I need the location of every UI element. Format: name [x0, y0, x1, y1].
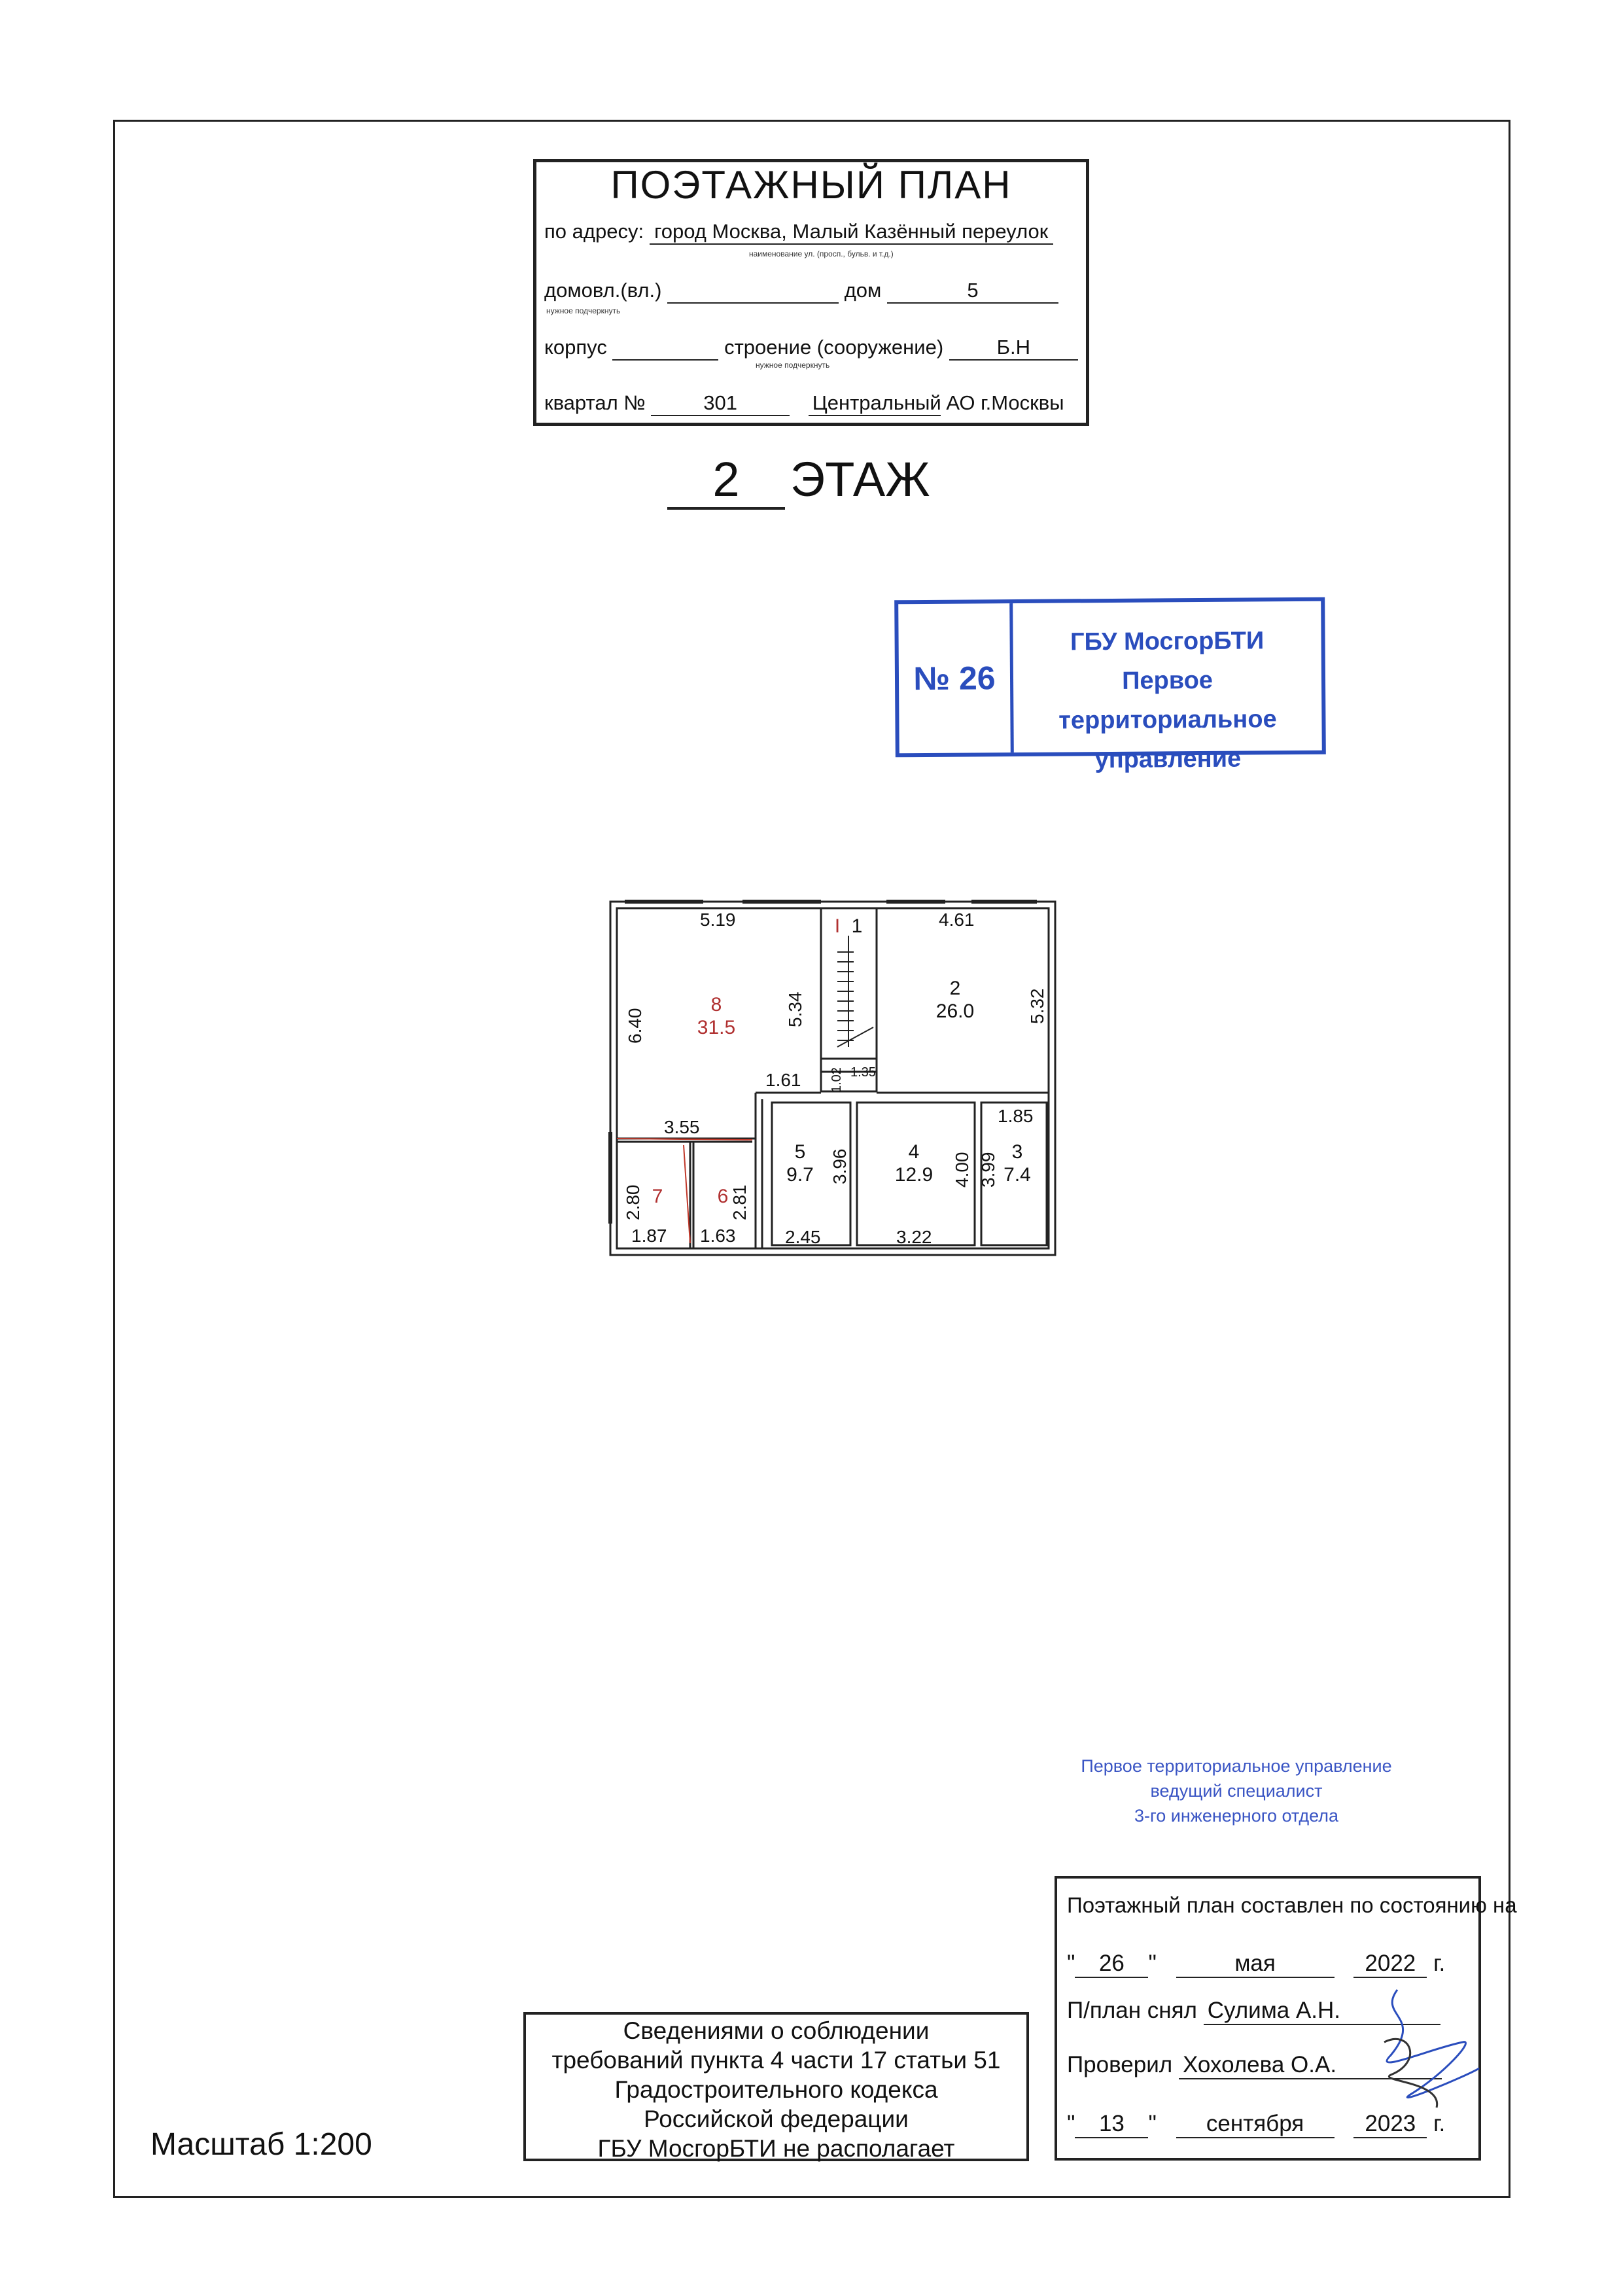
compliance-line: Сведениями о соблюдении [623, 2017, 930, 2044]
room-number: I [834, 915, 841, 937]
stamp-number: № 26 [898, 603, 1014, 753]
domovl-hint: нужное подчеркнуть [546, 306, 621, 315]
checked-label: Проверил [1067, 2052, 1173, 2077]
kvartal-label: квартал № [544, 391, 646, 414]
okrug-suffix: АО г.Москвы [946, 391, 1064, 414]
compliance-line: Градостроительного кодекса [614, 2076, 938, 2103]
dim: 5.32 [1027, 988, 1047, 1024]
dim: 3.99 [978, 1152, 998, 1188]
month2: сентября [1176, 2111, 1335, 2138]
domovl-value [667, 279, 839, 304]
dom-value: 5 [887, 279, 1058, 304]
address-line [544, 220, 1078, 245]
state-heading: Поэтажный план составлен по состоянию на [1067, 1893, 1517, 1917]
dim: 2.45 [785, 1227, 821, 1247]
room-number: 4 [908, 1141, 920, 1163]
room-number: 6 [717, 1186, 729, 1207]
year-suffix: г. [1433, 1951, 1446, 1976]
domovl-line [544, 279, 1078, 304]
room-area: 1 [851, 915, 863, 937]
dim: 4.61 [939, 910, 975, 930]
compliance-line: ГБУ МосгорБТИ не располагает [597, 2135, 955, 2162]
room-number: 7 [652, 1186, 663, 1207]
room-area: 31.5 [697, 1017, 736, 1038]
state-date-2: " 13 " сентября 2023 г. [1067, 2111, 1469, 2138]
wall-8-5 [756, 1093, 762, 1248]
dim: 1.87 [631, 1226, 667, 1246]
room-area: 12.9 [894, 1164, 934, 1186]
address-value: город Москва, Малый Казённый переулок [650, 220, 1053, 245]
windows [610, 902, 1037, 1224]
dim: 2.80 [623, 1184, 643, 1220]
dim: 1.35 [850, 1065, 876, 1080]
stamp-line1: ГБУ МосгорБТИ [1070, 627, 1265, 656]
stroenie-value: Б.Н [949, 336, 1078, 361]
stamp-line3: управление [1094, 745, 1242, 774]
blue-note-line2: ведущий специалист [1150, 1781, 1323, 1801]
dim: 1.02 [829, 1067, 844, 1093]
korpus-value [612, 336, 718, 361]
korpus-label: корпус [544, 336, 607, 359]
state-date-1: " 26 " мая 2022 г. [1067, 1951, 1469, 1978]
floor-label: ЭТАЖ [790, 452, 930, 506]
dom-label: дом [844, 279, 882, 302]
room-number: 8 [710, 994, 722, 1016]
dim: 2.81 [729, 1184, 750, 1220]
room-number: 3 [1011, 1141, 1023, 1163]
address-label: по адресу: [544, 220, 644, 243]
kvartal-line [544, 391, 1078, 416]
room-area: 7.4 [1003, 1164, 1031, 1186]
kvartal-value: 301 [651, 391, 790, 416]
state-box [1055, 1876, 1517, 2161]
korpus-line [544, 336, 1078, 361]
stamp-org [1013, 621, 1322, 780]
blue-note [1047, 1754, 1426, 1828]
blue-note-line1: Первое территориальное управление [1081, 1756, 1392, 1776]
dim: 3.22 [896, 1227, 932, 1247]
taken-label: П/план снял [1067, 1998, 1197, 2023]
dim: 3.55 [664, 1117, 700, 1137]
day1: 26 [1075, 1951, 1148, 1978]
plan-title: ПОЭТАЖНЫЙ ПЛАН [610, 163, 1012, 207]
stamp-line2: Первое территориальное [1058, 666, 1277, 735]
room-area: 26.0 [935, 1000, 975, 1022]
signature [1365, 1977, 1482, 2127]
year-suffix: г. [1433, 2111, 1446, 2136]
year2: 2023 [1353, 2111, 1427, 2138]
checked-name: Хохолева О.А. [1179, 2052, 1442, 2079]
dim: 6.40 [625, 1008, 645, 1044]
compliance-line: Российской федерации [644, 2106, 909, 2132]
stroenie-label: строение (сооружение) [724, 336, 944, 359]
room-area: 9.7 [786, 1164, 814, 1186]
floor-plan [605, 896, 1063, 1263]
title-block [533, 159, 1089, 426]
dim: 5.19 [700, 910, 736, 930]
address-hint: наименование ул. (просп., бульв. и т.д.) [749, 249, 894, 258]
room-number: 2 [949, 978, 961, 999]
dim: 5.34 [785, 991, 805, 1027]
stroenie-hint: нужное подчеркнуть [756, 361, 830, 370]
dim: 3.96 [829, 1148, 850, 1184]
dim: 1.63 [700, 1226, 736, 1246]
taken-name: Сулима А.Н. [1204, 1998, 1440, 2025]
dim: 1.61 [765, 1070, 801, 1090]
month1: мая [1176, 1951, 1335, 1978]
scale-label: Масштаб 1:200 [150, 2127, 372, 2162]
dim: 4.00 [952, 1152, 972, 1188]
day2: 13 [1075, 2111, 1148, 2138]
floor-heading [667, 451, 930, 510]
compliance-box [523, 2012, 1029, 2161]
okrug-value: Центральный [809, 391, 941, 416]
blue-note-line3: 3-го инженерного отдела [1134, 1806, 1339, 1826]
compliance-line: требований пункта 4 части 17 статьи 51 [551, 2047, 1001, 2074]
stair-steps [837, 952, 854, 1040]
dim: 1.85 [998, 1106, 1034, 1126]
floor-number: 2 [667, 451, 785, 510]
room-number: 5 [794, 1141, 806, 1163]
year1: 2022 [1353, 1951, 1427, 1978]
domovl-label: домовл.(вл.) [544, 279, 662, 302]
bti-stamp [894, 597, 1326, 774]
